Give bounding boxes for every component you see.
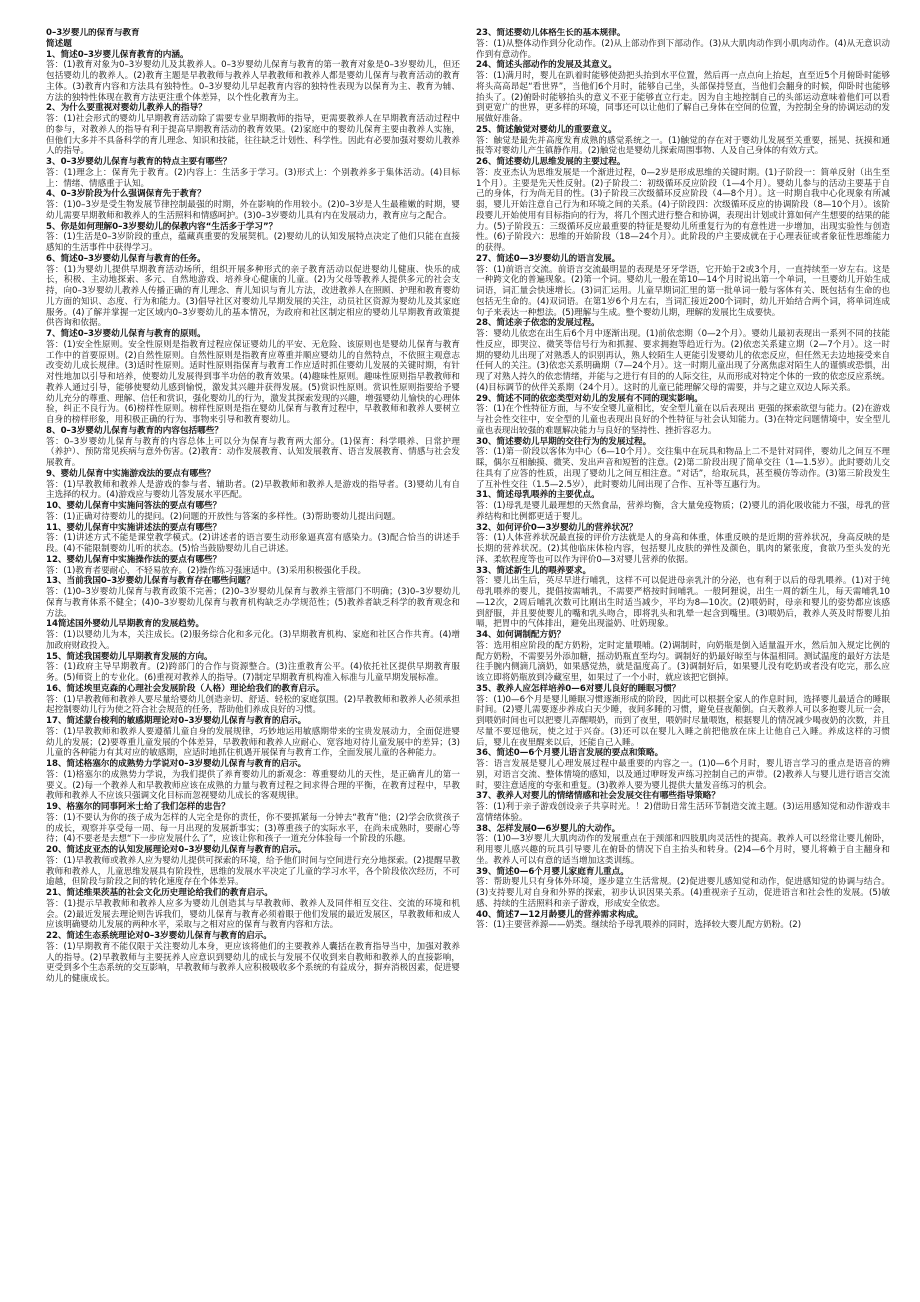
question-text: 10、婴幼儿保育中实施问答法的要点有哪些？ — [46, 501, 222, 511]
question-text: 24、简述头部动作的发展及其意义。 — [476, 60, 617, 71]
question-text: 7、简述0–3岁婴幼儿保育与教育的原则。 — [46, 329, 206, 339]
answer-text: 答：(1)教育对象为0–3岁婴幼儿及其教养人。0–3岁婴幼儿保育与教育的第一教育对象是0–3岁婴幼儿，但还包括婴幼儿的教养人。(2)教育主题是早教教师与教养人早教教师和教养人都是婴幼儿保育与教育活动的教育主体。(3)教育内容和方法具有独特性。0–3岁婴幼儿早起教育内容的独特性表现为以保育为主、教育为辅、方法的独特性体现在教育方法更注重个体差异，以个性化教育为主。 — [46, 60, 460, 103]
qa-item — [476, 791, 890, 823]
answer-text: 答：(1)母乳是婴儿最理想的天然食品，营养均衡，含大量免疫物质；(2)婴儿的消化吸收能力不强，母乳的营养结构和比例都更适于婴儿。 — [476, 501, 890, 522]
qa-item — [476, 684, 890, 749]
qa-item — [476, 867, 890, 910]
qa-item — [476, 748, 890, 791]
answer-text: 答：婴幼儿依恋在出生后6个月中逐渐出现。(1)前依恋期（0—2个月）。婴幼儿最初表现出一系列不同的技能性反应，即哭泣、微笑等信号行为和抓握、要求拥抱等趋近行为。(2)依恋关系建立期（2—7个月）。这一时期的婴幼儿出现了对熟悉人的识别再认，熟人较陌生人更能引发婴幼儿的依恋反应，但任然无去边地接受来自任何人的关注。(3)依恋关系明确期（7—24个月）。这一时期儿童出现了分离焦虑对陌生人的谨慎或恐惧，出现了对熟人持久的依恋情绪，并能与之进行有目的的人际交往，从而形成对特定个体的一致的依恋反应系统。(4)目标调节的伙伴关系期（24个月）。这时的儿童已能理解父母的需要，并与之建立双边人际关系。 — [476, 329, 890, 393]
answer-text: 答：(1)教育者要耐心，不轻易放弃。(2)操作练习强速适中。(3)采用积极强化手段。 — [46, 565, 367, 576]
qa-item — [46, 523, 460, 555]
question-text: 28、简述亲子依恋的发展过程。 — [476, 318, 600, 329]
question-text: 32、如何评价0—3岁婴幼儿的营养状况？ — [476, 522, 638, 533]
question-text: 6、简述0–3岁婴幼儿保育与教育的任务。 — [46, 253, 206, 264]
question-text: 16、简述埃里克森的心理社会发展阶段（人格）理论给我们的教育启示。 — [46, 683, 325, 694]
answer-text: 答：(1)利于亲子游戏创设亲子共享时光。！2)借助日常生活环节制造交流主题。(3)运用感知觉和动作游戏丰富情绪体验。 — [476, 802, 890, 823]
right-column — [476, 28, 890, 1296]
qa-item — [46, 254, 460, 329]
question-text: 23、简述婴幼儿体格生长的基本规律。 — [476, 28, 626, 38]
answer-text: 答：(1)从整体动作到分化动作。(2)从上部动作到下部动作。(3)从大肌肉动作到小肌肉动作。(4)从无意识动作到有意动作。 — [476, 38, 890, 60]
question-text: 29、简述不同的依恋类型对幼儿的发展有不同的现实影响。 — [476, 393, 703, 404]
answer-text: 答：(1)主要营养源——奶类。继续给予母乳喂养的同时，选择较大婴儿配方奶粉。(2) — [476, 920, 802, 931]
question-text: 15、简述我国婴幼儿早期教育发展的方向。 — [46, 651, 213, 662]
question-text: 14简述国外婴幼儿早期教育的发展趋势。 — [46, 619, 205, 630]
answer-text: 答：(1)格塞尔的成熟势力学说，为我们提供了养育婴幼儿的新观念：尊重婴幼儿的天性，是正确育儿的第一要义。(2)每一个教养人和早教教师应该在成熟的力量与教育过程之间求得合理的平衡，在教育过程中，早教教师和教养人不应该只强调文化目标而忽视婴幼儿成长的客观规律。 — [46, 769, 460, 802]
qa-item — [46, 845, 460, 888]
question-text: 8、0–3岁婴幼儿保育与教育的内容包括哪些？ — [46, 425, 223, 436]
answer-text: 答：0–3岁婴幼儿保育与教育的内容总体上可以分为保育与教育两大部分。(1)保育：科学喂养、日常护理（养护）、预防常见疾病与意外伤害。(2)教育：动作发展教育、认知发展教育、语言发展教育、情感与社会发展教育。 — [46, 436, 460, 468]
question-text: 33、简述新生儿的喂养要求。 — [476, 565, 592, 576]
answer-text: 答：(1)0—6个月是婴儿睡眠习惯逐渐形成的阶段，因此可以根据全家人的作息时间，选择婴儿最适合的睡眠时间。(2)婴儿需要逐步养成白天少睡，夜间多睡的习惯，避免昼夜颠倒。白天教养人可以多抱婴儿玩一会，到喂奶时间也可以把婴儿弄醒喂奶，而到了夜里，喂奶时尽量喂饱，根据婴儿的情况减少喝夜奶的次数，并且尽量不要逗他玩，使之过于兴奋。(3)还可以在婴儿入睡之前把他放在床上让他自己入睡。养成这样的习惯后，婴儿在夜里醒来以后，还能自己入睡。 — [476, 694, 890, 748]
question-text: 36、简述0—6个月婴儿语言发展的要点和策略。 — [476, 748, 664, 759]
qa-item — [476, 28, 890, 60]
qa-item — [46, 103, 460, 157]
question-text: 13、当前我国0–3岁婴幼儿保育与教育存在哪些问题？ — [46, 576, 255, 587]
answer-text: 答：(1)早期教育不能仅限于关注婴幼儿本身，更应该将他们的主要教养人囊括在教育指导当中，加强对教养人的指导。(2)早教教师与主要抚养人应意识到婴幼儿的成长与发展不仅收到来自教师和教养人的直接影响，更受到多个生态系统的交互影响，早教教师与教养人应积极吸收多个系统的有益成分，摒弃消极因素，促进婴幼儿的健康成长。 — [46, 941, 460, 984]
qa-item — [476, 254, 890, 319]
qa-item — [46, 555, 460, 577]
answer-text: 答：选用相应阶段的配方奶粉，定时定量喂哺。(2)调制时，向奶瓶是倒入适量温开水，然后加入规定比例的配方奶粉，不需要另外添加糖，摇动奶瓶直至均匀。调制好的奶最好晾至与体温相同。测试温度的最好方法是往手腕内侧滴几滴奶，如果感觉热，就是温度高了。(3)调制好后，如果婴儿没有吃奶或者没有吃完，那么应该立即将奶瓶放到冷藏室里，如果过了一个小时，就应该把它倒掉。 — [476, 640, 890, 683]
question-text: 34、如何调制配方奶？ — [476, 630, 566, 640]
question-text: 17、简述蒙台梭利的敏感期理论对0–3岁婴幼儿保育与教育的启示。 — [46, 716, 307, 726]
qa-item — [46, 759, 460, 802]
question-text: 38、怎样发展0—6岁婴儿的大动作。 — [476, 823, 621, 834]
answer-text: 答：(1)政府主导早期教育。(2)跨部门的合作与资源整合。(3)注重教育公平。(4)依托社区提供早期教育服务。(5)师资上的专业化。(6)重视对教养人的指导。(7)制定早期教育机构准入标准与儿童早期发展标准。 — [46, 662, 460, 683]
qa-item — [46, 684, 460, 716]
qa-item — [476, 318, 890, 393]
question-text: 2、为什么要重视对婴幼儿教养人的指导？ — [46, 103, 207, 114]
answer-text: 答：(1)以婴幼儿为本，关注成长。(2)服务综合化和多元化。(3)早期教育机构、家庭和社区合作共育。(4)增加政府财政投入。 — [46, 630, 460, 651]
qa-item — [476, 630, 890, 684]
qa-item — [46, 426, 460, 469]
qa-item — [476, 157, 890, 254]
question-text: 27、简述0—3岁婴幼儿的语言发展。 — [476, 253, 621, 264]
qa-item — [476, 437, 890, 491]
answer-text: 答：(1)0–3岁是受生物发展节律控制最强的时期，外在影响的作用较小。(2)0–3岁是人生最稚嫩的时期，婴幼儿需要早期教师和教养人的生活照料和情感呵护。(3)0–3岁婴幼儿具有内在发展动力，教育应与之配合。 — [46, 200, 460, 221]
answer-text: 答：(1)0–3岁婴幼儿保育与教育政策不完善；(2)0–3岁婴幼儿保育与教养主管部门不明确；(3)0–3岁婴幼儿保育与教育体系不健全；(4)0–3岁婴幼儿保育与教育机构缺乏办学规范性；(5)教养者缺乏科学的教育观念和方法。 — [46, 587, 460, 619]
answer-text: 答：(1)早教教师或教养人应为婴幼儿提供可探索的环境，给予他们时间与空间进行充分地探索。(2)提醒早教教师和教养人，儿童思维发展具有阶段性，思维的发展水平决定了儿童的学习水平，各个阶段依次经历，不可逾越，但阶段与阶段之间的转化速度存在个体差异。 — [46, 855, 460, 888]
answer-text: 答：触觉是最先并高度发育成熟的感觉系统之一。(1)触觉的存在对于婴幼儿发展至关重要，摇晃、抚摸和通报等对婴幼儿产生镇静作用。(2)触觉也是婴幼儿探索周围事物、人及自己身体的有效方式。 — [476, 135, 890, 157]
qa-item — [476, 394, 890, 437]
answer-text: 答：语言发展是婴儿心理发展过程中最重要的内容之一。(1)0—6个月时，婴儿语言学习的重点是语音的辨别，对语言交流、整体情境的感知，以及通过咿呀发声练习控制自己的声带。(2)教养人与婴儿进行语言交流时，要注意适度的夸张和重复。(3)教养人要为婴儿提供大量发音练习的机会。 — [476, 759, 890, 791]
question-text: 20、简述皮亚杰的认知发展理论对0–3岁婴幼儿保育与教育的启示。 — [46, 845, 307, 855]
qa-item — [46, 931, 460, 985]
question-text: 4、0–3岁阶段为什么强调保育先于教育？ — [46, 189, 206, 200]
question-text: 22、简述生态系统理论对0–3岁婴幼儿保育与教育的启示。 — [46, 931, 272, 941]
answer-text: 答：(1)早教教师和教养人要遵循儿童自身的发展规律，巧妙地运用敏感期带来的宝贵发展动力，全面促进婴幼儿的发展；(2)要尊重儿童发展的个体差异，早教教师和教养人应耐心、宽容地对待儿童发展中的差异；(3)儿童的各种能力有其对应的敏感期，应适时地抓住机遇开展保育与教育工作，全面发展儿童的各种能力。 — [46, 726, 460, 759]
answer-text: 答：(1)提示早教教师和教养人应多为婴幼儿创造其与早教教师、教养人及同伴相互交往、交流的环境和机会。(2)最近发展去理论则告诉我们，婴幼儿保育与教育必须着眼于他们发展的最近发展区，早教教师和成人应该明确婴幼儿发展的两种水平，采取与之相对应的保育与教育内容和方法。 — [46, 898, 460, 931]
qa-item — [46, 469, 460, 501]
qa-item — [46, 329, 460, 426]
qa-item — [46, 222, 460, 254]
qa-item — [46, 189, 460, 221]
answer-text: 答：(1)早教教师和教养人要尽量给婴幼儿创造亲切、舒适、轻松的家庭氛围。(2)早教教师和教养人必须承担起控制婴幼儿行为使之符合社会规范的任务，帮助他们养成良好的习惯。 — [46, 694, 460, 716]
answer-text: 答：(1)前语言交流。前语言交流最明显的表现是牙牙学语，它开始于2或3个月，一直持续至一岁左右。这是一种跨文化的普遍现象。(2)第一个词。婴幼儿一般在第10—14个月时说出第一个单词，一旦婴幼儿开始生成词语，词汇量会快速增长。(3)词汇运用。儿童早期词汇里的第一批单词一般与客体有关、既包括有生命的也包括无生命的。(4)双词语。在第1岁6个月左右，当词汇接近200个词时，幼儿开始结合两个词，将单词连成句子来表达一种想法。(5)理解与生成。整个婴幼儿期，理解的发展比生成要快。 — [476, 264, 890, 318]
qa-item — [476, 523, 890, 566]
answer-text: 答：(1)满月时，婴儿在趴着时能够使劲把头抬到水平位置，然后再一点点向上抬起，直至近5个月俯卧时能够将头高高昂起“看世界”，当他们6个月时，能够自己坐，头部保持竖直，当他们会翻身的时候，仰卧时也能够抬头了。(2)俯卧时能够抬头的意义不亚于能够直立行走。因为自主地控制自己的头部运动意味着他们可以看到更宽广的世界，更多样的环境，同事还可以让他们了解自己身体在空间的位置，为控制全身的协调运动的发展做好准备。 — [476, 71, 890, 124]
qa-item — [46, 652, 460, 684]
qa-item — [476, 824, 890, 867]
question-text: 5、你是如何理解0–3岁婴幼儿的保教内容“生活多于学习”？ — [46, 221, 278, 232]
question-text: 31、简述母乳喂养的主要优点。 — [476, 490, 600, 501]
question-text: 12、婴幼儿保育中实施操作法的要点有哪些？ — [46, 554, 222, 565]
answer-text: 答：(1)社会形式的婴幼儿早期教育活动除了需要专业早期教师的指导，更需要教养人在早期教育活动过程中的参与，对教养人的指导有利于提高早期教育活动的教育效果。(2)家庭中的婴幼儿保育主要由教养人实施，但他们大多并不具备科学的育儿理念、知识和技能，往往缺乏计划性、科学性。因此有必要加强对婴幼儿教养人的指导。 — [46, 114, 460, 157]
answer-text: 答：(1)理念上：保育先于教育。(2)内容上：生活多于学习。(3)形式上：个别教养多于集体活动。(4)目标上：情绪、情感重于认知。 — [46, 167, 460, 189]
answer-text: 答：(1)为婴幼儿提供早期教育活动场所，组织开展多种形式的亲子教育活动以促进婴幼儿健康、快乐的成长，积极、主动地探索、多元、自然地游戏、培养身心健康的儿童。(2)为父母等教养人提供多元的社会支持，向0–3岁婴幼儿教养人传播正确的育儿理念、育儿知识与育儿方法，改进教养人在照顾、护理和教育婴幼儿方面的知识、态度、行为和能力。(3)倡导社区对婴幼儿早期发展的关注，动员社区资源为婴幼儿及其家庭服务。(4)了解并掌握一定区域内0–3岁婴幼儿的基本情况，为政府和社区制定相应的婴幼儿早期教育政策提供咨询和依据。 — [46, 264, 460, 329]
qa-item — [476, 490, 890, 522]
question-text: 25、简述触觉对婴幼儿的重要意义。 — [476, 124, 617, 135]
qa-item — [46, 716, 460, 759]
answer-text: 答：(1)人体营养状况最直接的评价方法就是人的身高和体重，体重反映的是近期的营养状况，身高反映的是长期的营养状况。(2)其他临床体检内容，包括婴儿皮肤的弹性及颜色，肌肉的紧张度，食欲乃至头发的光泽、柔软程度等也可以作为评价0—3对婴儿营养的依据。 — [476, 533, 890, 565]
left-column — [46, 28, 460, 1296]
qa-item — [46, 50, 460, 104]
qa-item — [476, 125, 890, 157]
answer-text: 答：(1)0—3岁婴儿大肌肉动作的发展重点在于颈部和四肢肌肉灵活性的提高。教养人可以经常让婴儿俯卧，利用婴儿感兴趣的玩具引导婴儿在俯卧的情况下自主抬头和转身。(2)4—6个月时，婴儿将赖于自主翻身和坐。教养人可以有意的适当增加这类训练。 — [476, 834, 890, 866]
answer-text: 答：皮亚杰认为思维发展是一个渐进过程，0—2岁是形成思维的关键时期。(1)子阶段一：简单反射（出生至1个月）。主要是先天性反射。(2)子阶段二：初级循环反应阶段（1—4个月）。婴幼儿参与的活动主要基于自己的身体，行为尚无目的性。(3)子阶段三次级循环反应阶段（4—8个月）。这一时期自我中心化现象有所减弱，婴儿开始注意自己行为和环境之间的关系。(4)子阶段四：次级循环反应的协调阶段（8—10个月）。该阶段婴儿开始使用有目标指向的行为，将几个图式进行整合和协调，表现出计划或计算如何产生想要的结果的能力。(5)子阶段五：三级循环反应最重要的特征是婴幼儿所重复行为的有意性进一步增加，出现实验性与创造性。(6)子阶段六：思维的开始阶段（18—24个月）。此阶段的户主要成就在于心理表征或者象征性思维能力的获得。 — [476, 167, 890, 253]
answer-text: 答：婴儿出生后，英尽早进行哺乳，这样不可以促进母亲乳汁的分泌，也有利于以后的母乳喂养。(1)对于纯母乳喂养的婴儿，提倡按需哺乳，不需要严格按时间哺乳。一般阿狸说，出生一周的新生儿，每天需哺乳10—12次，2周后哺乳次数可比刚出生时适当减少，平均为8—10次。(2)喂奶时，母亲和婴儿的姿势都应该感到舒服，并且要使婴儿的嘴和乳头吻合，即将乳头和乳晕一起含到嘴里。(3)喂奶后，教养人英及时帮婴儿拍嗝，把胃中的气体排出，避免出现溢奶、吐奶现象。 — [476, 576, 890, 630]
answer-text: 答：(1)生活是0–3岁阶段的重点，蕴藏真重要的发展契机。(2)婴幼儿的认知发展特点决定了他们只能在直接感知的生活事件中获得学习。 — [46, 232, 460, 253]
answer-text: 答：(1)安全性原则。安全性原则是指教育过程应保证婴幼儿的平安、无危险、该原则也是婴幼儿保育与教育工作中的首要原则。(2)自然性原则。自然性原则是指教育应尊重并顺应婴幼儿的自然特点，不依照主观意志改变幼儿成长规律。(3)适时性原则。适时性原则指保育与教育工作应适时抓住婴幼儿发展的关键时期，有针对性地加以引导和培养，使婴幼儿发展得到事半功倍的教育效果。(4)趣味性原则。趣味性原则指早教教师和教养人通过引导，能够使婴幼儿感到愉悦，激发其兴趣并获得发展。(5)赏识性原则。赏识性原则指要给予婴幼儿充分的尊重、理解、信任和赏识，强化婴幼儿的行为，激发其探索发现的兴趣，增强婴幼儿愉快的心理体验，纠正不良行为。(6)榜样性原则。榜样性原则是指在婴幼儿保育与教育过程中，早教教师和教养人要树立自身的榜样形象，用积极正确的行为、事物来引导和教育婴幼儿。 — [46, 339, 460, 425]
question-text: 3、0–3岁婴幼儿保育与教育的特点主要有哪些？ — [46, 157, 232, 167]
question-text: 21、简述维果茨基的社会文化历史理论给我们的教育启示。 — [46, 888, 273, 898]
question-text: 26、简述婴幼儿思维发展的主要过程。 — [476, 157, 626, 167]
qa-item — [46, 888, 460, 931]
qa-item — [46, 157, 460, 189]
answer-text: 答：(1)早教教师和教养人是游戏的参与者、辅助者。(2)早教教师和教养人是游戏的指导者。(3)婴幼儿有自主选择的权力。(4)游戏应与婴幼儿答发展水平匹配。 — [46, 479, 460, 501]
question-text: 40、简述7—12月龄婴儿的营养需求构成。 — [476, 909, 644, 920]
answer-text: 答：(1)讲述方式不能是课堂教学模式。(2)讲述者的语言要生动形象逼真富有感染力。(3)配合恰当的讲述手段。(4)不能限制婴幼儿听的状态。(5)恰当鼓励婴幼儿自己讲述。 — [46, 533, 460, 554]
answer-text: 答：(1)第一阶段以客体为中心（6—10个月）。交往集中在玩具和物品上二不是针对同伴，婴幼儿之间互不理睬，偶尔互相触摸、微笑、发出声音和短暂的注意。(2)第二阶段出现了简单交往（1—1.5岁）。此时婴幼儿交往具有了应答的性质，出现了婴幼儿之间互相注意。“对话”，给取玩具，甚至模仿等动作。(3)第三阶段发生了互补性交往（1.5—2.5岁），此时婴幼儿间出现了合作、互补等互惠行为。 — [476, 447, 890, 490]
document-title: 0–3岁婴儿的保育与教育 — [46, 28, 140, 38]
qa-item — [46, 576, 460, 619]
question-text: 9、婴幼儿保育中实施游戏法的要点有哪些？ — [46, 468, 216, 479]
qa-item — [46, 501, 460, 523]
qa-item — [46, 619, 460, 651]
qa-item — [476, 566, 890, 631]
question-text: 11、婴幼儿保育中实施讲述法的要点有哪些？ — [46, 522, 222, 533]
question-text: 39、简述0—6个月婴儿家庭育儿重点。 — [476, 866, 629, 877]
answer-text: 答：(1)正确对待婴幼儿的提问。(2)问题的开放性与答案的多样性。(3)帮助婴幼儿提出问题。 — [46, 511, 401, 522]
question-text: 30、简述婴幼儿早期的交往行为的发展过程。 — [476, 436, 652, 447]
question-text: 19、格塞尔的同事阿米士给了我们怎样的忠告？ — [46, 802, 230, 812]
section-title: 简述题 — [46, 38, 72, 49]
answer-text: 答：帮助婴儿只有身体外环境，逐步建立生活常规。(2)促进婴儿感知觉和动作，促进感知觉的协调与结合。(3)支持婴儿对自身和外界的探索，初步认识因果关系。(4)重视亲子互动，促进语言和社会性的发展。(5)敏感、持续的生活照料和亲子游戏，形成安全依恋。 — [476, 877, 890, 909]
answer-text: 答：(1)在个性特征方面，与不安全婴儿童相比，安全型儿童在以后表现出 更强的探索欲望与能力。(2)在游戏与社会性交往中，安全型的儿童也表现出良好的个性特征与社会认知能力。(3)在特定问题情境中，安全型儿童也表现出较强的难题解决能力与良好的坚持性、挫折容忍力。 — [476, 404, 890, 436]
question-text: 35、教养人应怎样培养0—6对婴儿良好的睡眠习惯？ — [476, 683, 681, 694]
qa-item — [476, 910, 890, 932]
question-text: 1、简述0–3岁婴儿保育教育的内涵。 — [46, 49, 189, 60]
qa-item — [476, 60, 890, 125]
answer-text: 答：(1)不要认为你的孩子成为怎样的人完全是你的责任，你不要抓紧每一分钟去“教育”他；(2)学会欣赏孩子的成长，观察并享受每一周、每一月出现的发展新事实；(3)尊重孩子的实际水平，在尚未成熟时，要耐心等待；(4)不要老是去想“下一步应发展什么了”，应该让你和孩子一道充分体验每一个阶段的乐趣。 — [46, 812, 460, 845]
question-text: 18、简述格塞尔的成熟势力学说对0–3岁婴幼儿保育与教育的启示。 — [46, 759, 307, 769]
question-text: 37、教养人对婴儿的情绪情感和社会发展交往有哪些指导策略？ — [476, 791, 720, 802]
qa-item — [46, 802, 460, 845]
